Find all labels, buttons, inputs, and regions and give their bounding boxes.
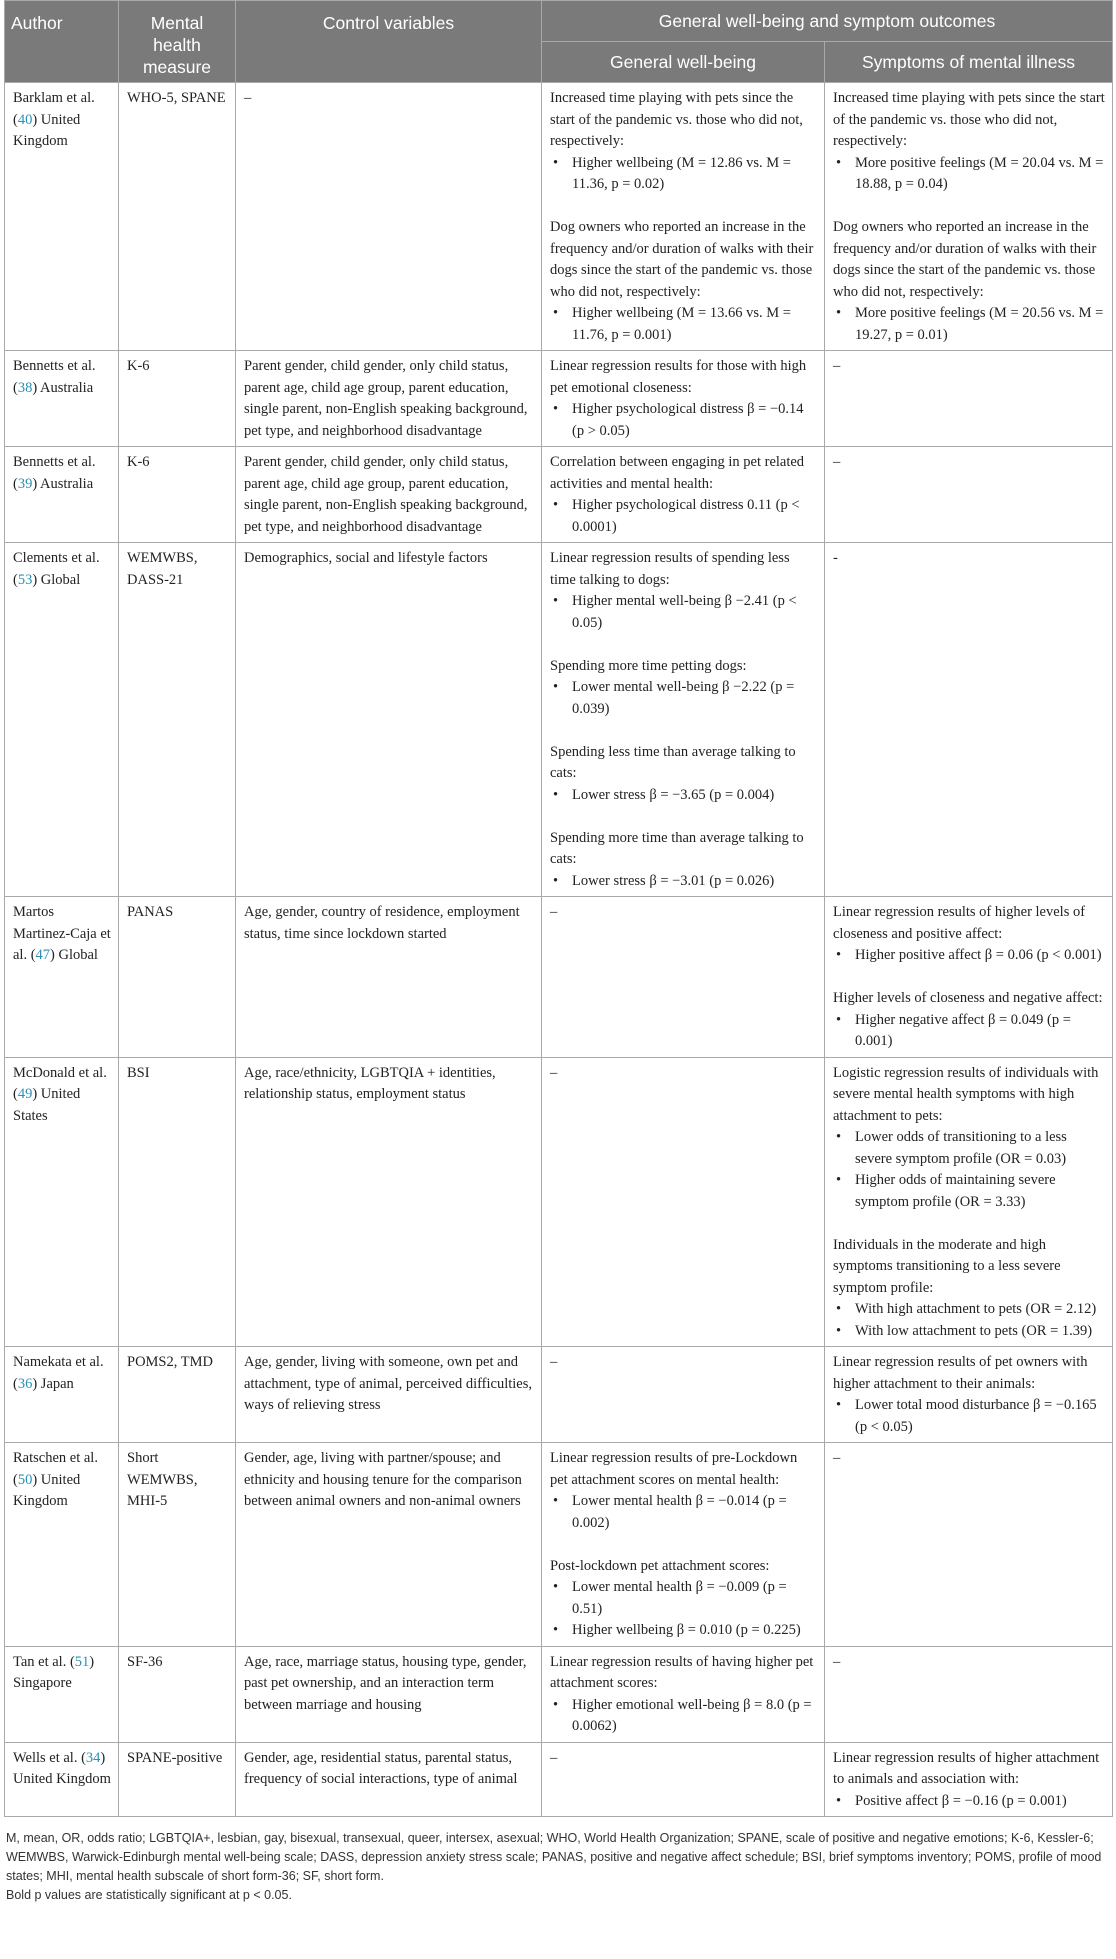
table-body [5, 83, 1113, 1817]
controls-header: Control variables [236, 1, 542, 83]
author-country: ) Global [50, 947, 98, 963]
finding-item: • Higher positive affect β = 0.06 (p < 0.001) [833, 945, 1106, 967]
table-row [5, 1646, 1113, 1742]
finding-list [550, 399, 818, 442]
finding-list [550, 153, 818, 196]
controls-cell: Parent gender, child gender, only child status, parent age, child age group, parent education, single parent, non-English speaking background, pet type, and neighborhood disadvantage [236, 351, 542, 447]
finding-intro: Correlation between engaging in pet related activities and mental health: [550, 454, 805, 492]
finding-intro: Individuals in the moderate and high symptoms transitioning to a less severe symptom profile: [833, 1236, 1061, 1296]
finding-list [550, 785, 818, 807]
wellbeing-cell [542, 1443, 825, 1647]
controls-cell: Age, race, marriage status, housing type, gender, past pet ownership, and an interaction term between marriage and housing [236, 1646, 542, 1742]
author-cell [5, 1347, 119, 1443]
author-cell [5, 447, 119, 543]
finding-list [833, 1791, 1106, 1813]
finding-block [550, 828, 818, 893]
controls-cell: Age, race/ethnicity, LGBTQIA + identities, relationship status, employment status [236, 1057, 542, 1347]
symptoms-cell [825, 83, 1113, 351]
symptoms-cell: – [825, 1443, 1113, 1647]
author-cell [5, 1742, 119, 1817]
finding-item: • Lower stress β = −3.65 (p = 0.004) [550, 785, 818, 807]
finding-intro: Dog owners who reported an increase in the frequency and/or duration of walks with their dogs since the start of the pandemic vs. those who did not, respectively: [833, 219, 1097, 300]
author-name: Wells et al. ( [13, 1749, 86, 1766]
finding-intro: Linear regression results of having higher pet attachment scores: [550, 1653, 814, 1691]
symptoms-cell: - [825, 543, 1113, 897]
finding-list [550, 591, 818, 634]
finding-block [833, 988, 1106, 1053]
finding-intro: Linear regression results of spending less time talking to dogs: [550, 550, 790, 588]
author-cell [5, 1443, 119, 1647]
measure-cell: BSI [119, 1057, 236, 1347]
finding-block [550, 742, 818, 807]
finding-block [550, 548, 818, 634]
finding-block [550, 1556, 818, 1642]
finding-block [833, 1748, 1106, 1813]
finding-item: • More positive feelings (M = 20.04 vs. M = 18.88, p = 0.04) [833, 153, 1106, 196]
wellbeing-cell: – [542, 1742, 825, 1817]
finding-list [550, 1491, 818, 1534]
finding-item: • Lower total mood disturbance β = −0.165 (p < 0.05) [833, 1395, 1106, 1438]
finding-intro: Logistic regression results of individuals with severe mental health symptoms with high attachment to pets: [833, 1064, 1099, 1124]
finding-intro: Increased time playing with pets since the start of the pandemic vs. those who did not, respectively: [833, 90, 1105, 149]
finding-intro: Higher levels of closeness and negative affect: [833, 990, 1103, 1006]
finding-intro: Post-lockdown pet attachment scores: [550, 1557, 770, 1574]
finding-list [833, 1010, 1106, 1053]
finding-block [833, 88, 1106, 196]
table-row [5, 351, 1113, 447]
finding-item: • Higher psychological distress β = −0.14 (p > 0.05) [550, 399, 818, 442]
finding-item: • Higher odds of maintaining severe symptom profile (OR = 3.33) [833, 1170, 1106, 1213]
author-name: Bennetts et al. ( [13, 454, 96, 492]
finding-list [550, 303, 818, 346]
author-country: ) Singapore [13, 1653, 95, 1691]
finding-list [550, 495, 818, 538]
finding-item: • Lower mental health β = −0.009 (p = 0.51) [550, 1577, 818, 1620]
table-row [5, 1057, 1113, 1347]
finding-list [833, 945, 1106, 967]
finding-intro: Linear regression results of higher levels of closeness and positive affect: [833, 904, 1086, 942]
symptoms-cell: – [825, 447, 1113, 543]
author-country: ) United Kingdom [13, 111, 81, 149]
finding-intro: Linear regression results of pre-Lockdown pet attachment scores on mental health: [550, 1450, 798, 1488]
abbreviations-note: M, mean, OR, odds ratio; LGBTQIA+, lesbian, gay, bisexual, transexual, queer, intersex, asexual; WHO, World Health Organization; SPANE, scale of positive and negative emotions; K-6, Kessler-6; WEMWBS, Warwick-Edinburgh mental well-being scale; DASS, depression anxiety stress scale; PANAS, positive and negative affect schedule; BSI, brief symptoms inventory; POMS, profile of mood states; MHI, mental health subscale of short form-36; SF, short form. [6, 1831, 1102, 1883]
measure-cell: K-6 [119, 351, 236, 447]
measure-header: Mental health measure [119, 1, 236, 83]
finding-item: • Higher psychological distress 0.11 (p < 0.0001) [550, 495, 818, 538]
finding-list [550, 1695, 818, 1738]
controls-cell: Demographics, social and lifestyle factors [236, 543, 542, 897]
finding-block [550, 217, 818, 346]
finding-list [833, 1299, 1106, 1342]
table-row [5, 1443, 1113, 1647]
author-name: Martos Martinez-Caja et al. ( [13, 904, 111, 963]
finding-block [550, 356, 818, 442]
controls-cell: Parent gender, child gender, only child status, parent age, child age group, parent education, single parent, non-English speaking background, pet type, and neighborhood disadvantage [236, 447, 542, 543]
finding-block [550, 452, 818, 538]
controls-cell: – [236, 83, 542, 351]
table-footnote [4, 1817, 1112, 1905]
author-cell [5, 83, 119, 351]
table-row [5, 897, 1113, 1058]
controls-cell: Age, gender, country of residence, employment status, time since lockdown started [236, 897, 542, 1058]
symptoms-cell: – [825, 1646, 1113, 1742]
symptoms-cell [825, 1057, 1113, 1347]
outcomes-header: General well-being and symptom outcomes [542, 1, 1113, 42]
wellbeing-cell [542, 351, 825, 447]
measure-cell: WHO-5, SPANE [119, 83, 236, 351]
finding-intro: Spending more time petting dogs: [550, 657, 747, 674]
finding-item: • Lower odds of transitioning to a less severe symptom profile (OR = 0.03) [833, 1127, 1106, 1170]
reference-number: 49 [17, 1086, 33, 1102]
finding-item: • Higher wellbeing β = 0.010 (p = 0.225) [550, 1620, 818, 1642]
symptoms-cell [825, 897, 1113, 1058]
finding-item: • Lower mental health β = −0.014 (p = 0.002) [550, 1491, 818, 1534]
author-cell [5, 1057, 119, 1347]
reference-number: 36 [17, 1375, 33, 1392]
author-country: ) Australia [32, 379, 94, 396]
author-country: ) United Kingdom [13, 1749, 111, 1787]
author-cell [5, 351, 119, 447]
author-name: McDonald et al. ( [13, 1064, 107, 1102]
significance-note: Bold p values are statistically significant at p < 0.05. [6, 1888, 292, 1902]
finding-intro: Linear regression results of higher attachment to animals and association with: [833, 1749, 1100, 1787]
finding-item: • Higher negative affect β = 0.049 (p = 0.001) [833, 1010, 1106, 1053]
finding-list [833, 1395, 1106, 1438]
table-row [5, 83, 1113, 351]
symptoms-cell [825, 1347, 1113, 1443]
finding-item: • Higher mental well-being β −2.41 (p < 0.05) [550, 591, 818, 634]
finding-item: • With high attachment to pets (OR = 2.12) [833, 1299, 1106, 1321]
table-row [5, 543, 1113, 897]
finding-intro: Spending less time than average talking to cats: [550, 743, 796, 781]
table-row [5, 1742, 1113, 1817]
author-name: Tan et al. ( [13, 1653, 75, 1670]
finding-item: • Higher emotional well-being β = 8.0 (p = 0.0062) [550, 1695, 818, 1738]
measure-cell: SPANE-positive [119, 1742, 236, 1817]
measure-cell: WEMWBS, DASS-21 [119, 543, 236, 897]
finding-block [833, 217, 1106, 346]
finding-intro: Linear regression results of pet owners with higher attachment to their animals: [833, 1354, 1088, 1392]
measure-cell: POMS2, TMD [119, 1347, 236, 1443]
finding-item: • Higher wellbeing (M = 13.66 vs. M = 11.76, p = 0.001) [550, 303, 818, 346]
controls-cell: Gender, age, residential status, parental status, frequency of social interactions, type of animal [236, 1742, 542, 1817]
finding-block [833, 1235, 1106, 1343]
finding-item: • More positive feelings (M = 20.56 vs. M = 19.27, p = 0.01) [833, 303, 1106, 346]
author-cell [5, 543, 119, 897]
finding-intro: Increased time playing with pets since the start of the pandemic vs. those who did not, respectively: [550, 90, 803, 149]
reference-number: 47 [35, 947, 51, 963]
wellbeing-cell: – [542, 1057, 825, 1347]
finding-list [550, 871, 818, 893]
reference-number: 51 [74, 1653, 90, 1670]
symptoms-cell: – [825, 351, 1113, 447]
measure-cell: SF-36 [119, 1646, 236, 1742]
finding-list [833, 1127, 1106, 1213]
wellbeing-cell [542, 83, 825, 351]
reference-number: 38 [17, 379, 33, 396]
finding-item: • Positive affect β = −0.16 (p = 0.001) [833, 1791, 1106, 1813]
finding-item: • With low attachment to pets (OR = 1.39) [833, 1321, 1106, 1343]
wellbeing-cell [542, 447, 825, 543]
controls-cell: Age, gender, living with someone, own pet and attachment, type of animal, perceived difficulties, ways of relieving stress [236, 1347, 542, 1443]
finding-intro: Spending more time than average talking to cats: [550, 829, 804, 867]
finding-intro: Dog owners who reported an increase in the frequency and/or duration of walks with their dogs since the start of the pandemic vs. those who did not, respectively: [550, 219, 814, 300]
author-name: Ratschen et al. ( [13, 1450, 98, 1488]
finding-block [833, 1063, 1106, 1214]
author-country: ) Australia [32, 475, 94, 492]
author-cell [5, 897, 119, 1058]
table-row [5, 447, 1113, 543]
author-name: Namekata et al. ( [13, 1354, 104, 1392]
finding-item: • Higher wellbeing (M = 12.86 vs. M = 11.36, p = 0.02) [550, 153, 818, 196]
finding-block [833, 902, 1106, 967]
reference-number: 53 [17, 571, 33, 588]
author-name: Clements et al. ( [13, 550, 100, 588]
reference-number: 50 [17, 1471, 33, 1488]
reference-number: 34 [85, 1749, 101, 1766]
finding-intro: Linear regression results for those with high pet emotional closeness: [550, 358, 807, 396]
measure-cell: Short WEMWBS, MHI-5 [119, 1443, 236, 1647]
author-header: Author [5, 1, 119, 83]
table-row [5, 1347, 1113, 1443]
header-row-1 [5, 1, 1113, 42]
wellbeing-cell [542, 1646, 825, 1742]
symptoms-header: Symptoms of mental illness [825, 42, 1113, 83]
author-cell [5, 1646, 119, 1742]
author-name: Barklam et al. ( [13, 90, 95, 128]
finding-list [833, 153, 1106, 196]
results-table [4, 0, 1113, 1817]
reference-number: 40 [17, 111, 33, 128]
finding-block [550, 1448, 818, 1534]
measure-cell: K-6 [119, 447, 236, 543]
measure-cell: PANAS [119, 897, 236, 1058]
reference-number: 39 [17, 475, 33, 492]
author-country: ) Japan [32, 1375, 74, 1392]
finding-block [550, 88, 818, 196]
symptoms-cell [825, 1742, 1113, 1817]
wellbeing-cell: – [542, 1347, 825, 1443]
finding-block [833, 1352, 1106, 1438]
wellbeing-cell: – [542, 897, 825, 1058]
finding-list [550, 1577, 818, 1642]
finding-item: • Lower mental well-being β −2.22 (p = 0.039) [550, 677, 818, 720]
wellbeing-cell [542, 543, 825, 897]
finding-list [550, 677, 818, 720]
finding-item: • Lower stress β = −3.01 (p = 0.026) [550, 871, 818, 893]
controls-cell: Gender, age, living with partner/spouse; and ethnicity and housing tenure for the comparison between animal owners and non-animal owners [236, 1443, 542, 1647]
author-country: ) Global [32, 571, 81, 588]
author-country: ) United Kingdom [13, 1471, 81, 1509]
author-name: Bennetts et al. ( [13, 358, 96, 396]
wellbeing-header: General well-being [542, 42, 825, 83]
finding-block [550, 656, 818, 721]
finding-list [833, 303, 1106, 346]
finding-block [550, 1652, 818, 1738]
author-country: ) United States [13, 1086, 81, 1124]
